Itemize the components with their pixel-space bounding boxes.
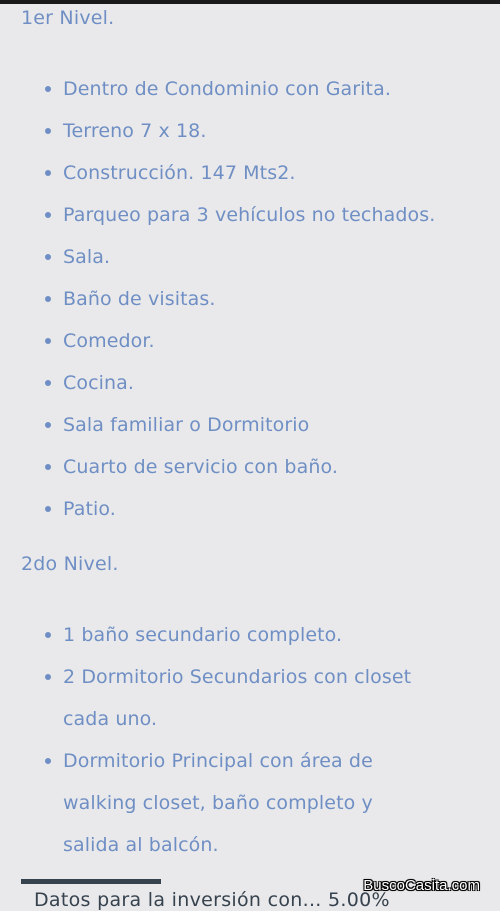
bullet-icon bbox=[45, 128, 51, 134]
list-item: 2 Dormitorio Secundarios con closet cada uno. bbox=[0, 656, 500, 740]
list-item: Dormitorio Principal con área de walking closet, baño completo y salida al balcón. bbox=[0, 740, 500, 866]
second-level-list bbox=[0, 614, 500, 866]
list-item: 1 baño secundario completo. bbox=[0, 614, 500, 656]
bullet-icon bbox=[45, 422, 51, 428]
second-level-heading: 2do Nivel. bbox=[21, 553, 119, 575]
bullet-icon bbox=[45, 758, 51, 764]
bullet-icon bbox=[45, 296, 51, 302]
bullet-icon bbox=[45, 674, 51, 680]
bullet-icon bbox=[45, 254, 51, 260]
bullet-icon bbox=[45, 632, 51, 638]
site-watermark: BuscoCasita.com bbox=[363, 877, 480, 894]
list-item: Comedor. bbox=[0, 320, 500, 362]
list-item: Parqueo para 3 vehículos no techados. bbox=[0, 194, 500, 236]
bullet-icon bbox=[45, 170, 51, 176]
first-level-heading: 1er Nivel. bbox=[21, 7, 115, 29]
bullet-icon bbox=[45, 86, 51, 92]
list-item: Dentro de Condominio con Garita. bbox=[0, 68, 500, 110]
list-item: Sala familiar o Dormitorio bbox=[0, 404, 500, 446]
bullet-icon bbox=[45, 338, 51, 344]
next-section-heading: Datos para la inversión con... 5.00% bbox=[34, 889, 390, 911]
bullet-icon bbox=[45, 212, 51, 218]
list-item: Construcción. 147 Mts2. bbox=[0, 152, 500, 194]
first-level-list bbox=[0, 68, 500, 530]
top-edge-bar bbox=[0, 0, 500, 4]
section-divider bbox=[21, 879, 161, 884]
list-item: Patio. bbox=[0, 488, 500, 530]
list-item: Terreno 7 x 18. bbox=[0, 110, 500, 152]
bullet-icon bbox=[45, 464, 51, 470]
list-item: Sala. bbox=[0, 236, 500, 278]
list-item: Cocina. bbox=[0, 362, 500, 404]
list-item: Baño de visitas. bbox=[0, 278, 500, 320]
list-item: Cuarto de servicio con baño. bbox=[0, 446, 500, 488]
bullet-icon bbox=[45, 506, 51, 512]
bullet-icon bbox=[45, 380, 51, 386]
